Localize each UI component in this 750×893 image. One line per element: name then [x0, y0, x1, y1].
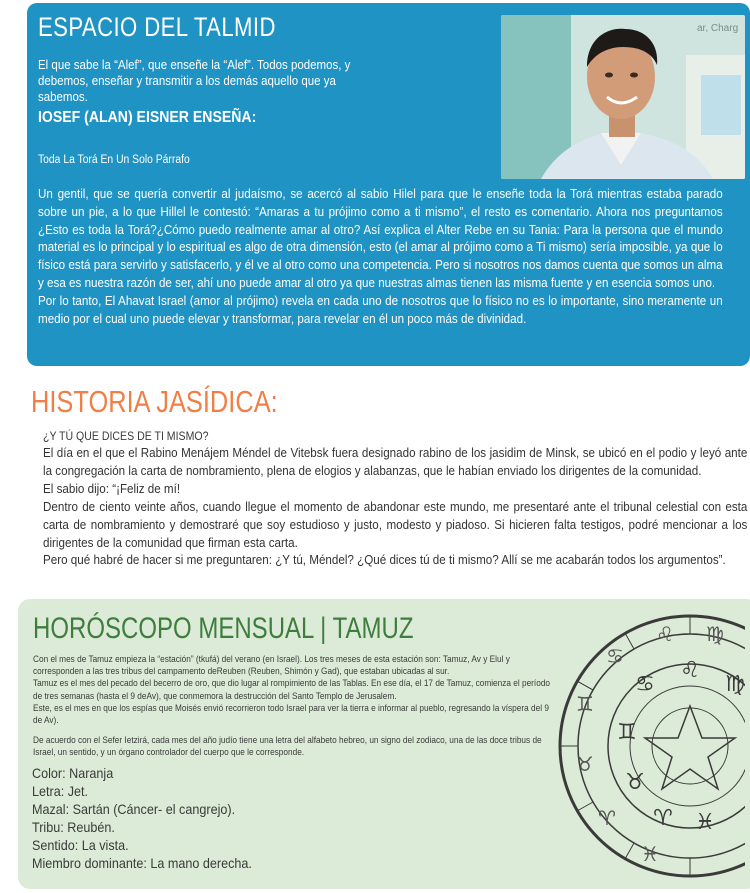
- talmid-intro: El que sabe la “Alef”, que enseñe la “Alef”. Todos podemos, y debemos, enseñar y transmitir a los demás aquello que ya sabemos.: [38, 58, 351, 104]
- talmid-title: ESPACIO DEL TALMID: [38, 12, 276, 42]
- horoscopo-text: [33, 654, 555, 760]
- horoscopo-sentido: Sentido: La vista.: [32, 837, 129, 853]
- svg-text:♈: ♈: [598, 806, 616, 830]
- horoscopo-paragraph: Tamuz es el mes del pecado del becerro de oro, que dio lugar al rompimiento de las Tablas. En ese día, el 17 de Tamuz, comienza el período de tres semanas (hasta el 9 deAv), que conmemora la destrucción del Santo Templo de Jerusalem.: [33, 678, 551, 702]
- historia-title: HISTORIA JASÍDICA:: [31, 384, 278, 419]
- horoscopo-miembro: Miembro dominante: La mano derecha.: [32, 855, 252, 871]
- historia-paragraph: Pero qué habré de hacer si me preguntaren: ¿Y tú, Méndel? ¿Qué dices tú de ti mismo? Allí se me acabarán todos los argumentos”.: [43, 552, 726, 568]
- historia-paragraph: El sabio dijo: “¡Feliz de mí!: [43, 480, 181, 496]
- talmid-paragraph: Por lo tanto, El Ahavat Israel (amor al prójimo) revela en cada uno de nosotros que lo físico no es lo importante, sino meramente un medio por el cual uno puede elevar y transformar, para revelar en él un poco más de divinidad.: [38, 292, 723, 326]
- zodiac-wheel-icon: [555, 611, 745, 881]
- svg-text:♊: ♊: [576, 692, 594, 716]
- historia-paragraph: El día en el que el Rabino Menájem Méndel de Vitebsk fuera designado rabino de los jasidim de Minsk, se ubicó en el podio y leyó ante la congregación la carta de nombramiento, plena de elogios y alabanzas, que le habían enviado los dirigentes de la comunidad.: [43, 445, 748, 478]
- historia-paragraph: Dentro de ciento veinte años, cuando llegue el momento de abandonar este mundo, me presentaré ante el tribunal celestial con esta carta de nombramiento y demostraré que soy estudioso y justo, modesto y piadoso. Si hicieren falta testigos, podré mencionar a los dirigentes de la comunidad que firman esta carta.: [43, 498, 748, 550]
- historia-body: [43, 444, 747, 569]
- horoscopo-mazal: Mazal: Sartán (Cáncer- el cangrejo).: [32, 801, 236, 817]
- svg-text:♍: ♍: [725, 672, 745, 697]
- horoscopo-title: HORÓSCOPO MENSUAL | TAMUZ: [33, 612, 414, 645]
- svg-text:♋: ♋: [606, 644, 624, 668]
- author-portrait-icon: [501, 15, 745, 179]
- horoscopo-paragraph: Este, es el mes en que los espías que Moisés envió recorrieron todo Israel para ver la tierra e informar al pueblo, regresando la víspera del 9 de Av).: [33, 702, 549, 727]
- svg-text:♋: ♋: [635, 672, 655, 697]
- historia-question: ¿Y TÚ QUE DICES DE TI MISMO?: [43, 429, 209, 443]
- svg-text:♓: ♓: [641, 842, 659, 866]
- author-photo: [501, 15, 745, 179]
- svg-text:♊: ♊: [617, 720, 637, 745]
- svg-text:♓: ♓: [695, 810, 715, 835]
- svg-text:♈: ♈: [653, 806, 673, 831]
- photo-sign-text: ar, Charg: [697, 23, 739, 34]
- svg-text:♌: ♌: [680, 658, 700, 683]
- svg-text:♍: ♍: [706, 622, 724, 646]
- horoscopo-paragraph: De acuerdo con el Sefer Ietzirá, cada mes del año judío tiene una letra del alfabeto hebreo, un signo del zodiaco, una de las doce tribus de Israel, un sentido, y un órgano controlador del cuerpo que le corresponde.: [33, 735, 542, 759]
- horoscopo-list: [32, 764, 252, 872]
- horoscopo-tribu: Tribu: Reubén.: [32, 819, 115, 835]
- svg-text:♌: ♌: [656, 622, 674, 646]
- horoscopo-letra: Letra: Jet.: [32, 783, 89, 799]
- talmid-topic: Toda La Torá En Un Solo Párrafo: [38, 154, 190, 166]
- horoscopo-paragraph: Con el mes de Tamuz empieza la “estación” (tkufá) del verano (en Israel). Los tres meses de esta estación son: Tamuz, Av y Elul y corresponden a las tres tribus del campamento deReuben (Reuben, Shimón y Gad), que estaban ubicadas al sur.: [33, 654, 510, 678]
- talmid-paragraph: Un gentil, que se quería convertir al judaísmo, se acercó al sabio Hilel para que le enseñe toda la Torá mientras estaba parado sobre un pie, a lo que Hillel le contestó: “Amaras a tu prójimo como a ti mismo”, el resto es comentario. Ahora nos preguntamos ¿Esto es toda la Torá?¿Cómo puedo realmente amar al otro? Así explica el Alter Rebe en su Tania: Para la persona que el mundo material es lo principal y lo espiritual es algo de otra dimensión, esto (el amar al prójimo como a Ti mismo) sería imposible, ya que lo físico está para servirlo y satisfacerlo, y él ve al otro como una competencia. Pero si nosotros nos damos cuenta que somos un alma y esa es nuestra razón de ser, ahí uno puede amar al otro ya que nuestras almas tienen las misma fuente y en esencia somos uno.: [38, 186, 723, 290]
- talmid-panel: [27, 3, 750, 366]
- talmid-body: [38, 185, 723, 327]
- svg-text:♉: ♉: [625, 770, 645, 795]
- talmid-subtitle: IOSEF (ALAN) EISNER ENSEÑA:: [38, 109, 257, 126]
- horoscopo-color: Color: Naranja: [32, 765, 114, 781]
- svg-text:♉: ♉: [576, 752, 594, 776]
